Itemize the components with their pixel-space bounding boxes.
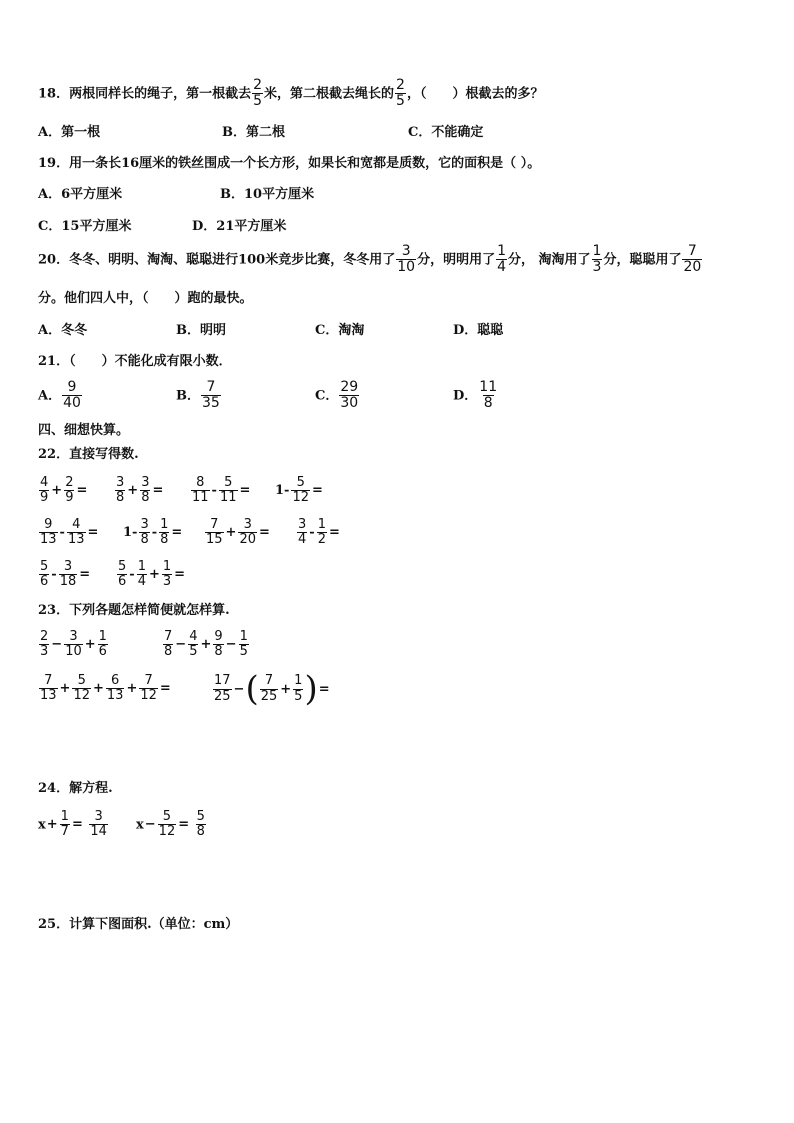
option-d: D．聪聪 xyxy=(453,323,504,338)
fraction: $\frac{2}{5}$ xyxy=(396,77,405,110)
fraction: $\frac{7}{12}$ xyxy=(140,673,157,704)
option-c: C．15平方厘米 xyxy=(38,219,132,234)
option-a: A． $\frac{9}{40}$ xyxy=(38,379,81,412)
equation: x+ $\frac{1}{7}$ = $\frac{3}{14}$ xyxy=(38,809,107,840)
q18-mid: 米，第二根截去绳长的 xyxy=(264,86,395,102)
q20-line2: 分。他们四人中，（ ）跑的最快。 xyxy=(38,291,253,306)
expression: $\frac{4}{9}$ + $\frac{2}{9}$ = xyxy=(40,475,88,506)
fraction: $\frac{2}{3}$ xyxy=(40,629,49,660)
fraction: $\frac{9}{40}$ xyxy=(63,379,81,412)
option-c: C．淘淘 xyxy=(315,323,365,338)
fraction: $\frac{7}{25}$ xyxy=(260,673,278,704)
fraction: $\frac{1}{3}$ xyxy=(592,243,602,276)
equation: x− $\frac{5}{12}$ = $\frac{5}{8}$ xyxy=(136,809,205,840)
option-d: D． $\frac{11}{8}$ xyxy=(453,379,498,412)
expression: 1- $\frac{3}{8}$ - $\frac{1}{8}$ = xyxy=(123,517,183,548)
fraction: $\frac{7}{8}$ xyxy=(164,629,173,660)
option-b: B． $\frac{7}{35}$ xyxy=(176,379,220,412)
fraction: $\frac{1}{3}$ xyxy=(162,559,172,590)
expression: $\frac{3}{4}$ - $\frac{1}{2}$ = xyxy=(298,517,340,548)
question-25: 25．计算下图面积.（单位：cm） xyxy=(38,917,239,932)
fraction: $\frac{5}{12}$ xyxy=(73,673,90,704)
expression: $\frac{7}{13}$ + $\frac{5}{12}$ + $\frac{6}{13}$ + $\frac{7}{12}$ = xyxy=(40,673,171,704)
question-24: 24．解方程. xyxy=(38,781,113,796)
fraction: $\frac{3}{4}$ xyxy=(298,517,307,548)
expression: $\frac{7}{15}$ + $\frac{3}{20}$ = xyxy=(206,517,270,548)
option-b: B．明明 xyxy=(176,323,226,338)
expression: $\frac{7}{8}$ − $\frac{4}{5}$ + $\frac{9}{8}$ − $\frac{1}{5}$ xyxy=(164,629,248,660)
fraction: $\frac{5}{6}$ xyxy=(118,559,127,590)
fraction: $\frac{9}{13}$ xyxy=(40,517,57,548)
fraction: $\frac{8}{11}$ xyxy=(192,475,209,506)
fraction: $\frac{4}{5}$ xyxy=(189,629,198,660)
fraction: $\frac{3}{8}$ xyxy=(116,475,125,506)
fraction: $\frac{6}{13}$ xyxy=(106,673,124,704)
option-a: A．冬冬 xyxy=(38,323,88,338)
fraction: $\frac{3}{8}$ xyxy=(141,475,150,506)
fraction: $\frac{2}{5}$ xyxy=(253,77,263,110)
option-c: C． $\frac{29}{30}$ xyxy=(315,379,359,412)
fraction: $\frac{7}{13}$ xyxy=(40,673,57,704)
question-18 xyxy=(38,78,543,110)
fraction: $\frac{5}{12}$ xyxy=(158,809,176,840)
expression: $\frac{5}{6}$ - $\frac{1}{4}$ + $\frac{1}{3}$ = xyxy=(118,559,186,590)
fraction: $\frac{5}{11}$ xyxy=(219,475,237,506)
section-heading: 四、细想快算。 xyxy=(38,423,130,438)
q18-tail: ，（ ）根截去的多？ xyxy=(406,86,544,102)
option-d: D．21平方厘米 xyxy=(192,219,287,234)
fraction: $\frac{1}{5}$ xyxy=(294,673,303,704)
fraction: $\frac{5}{8}$ xyxy=(196,809,205,840)
fraction: $\frac{7}{35}$ xyxy=(202,379,220,412)
question-20: 20．冬冬、明明、淘淘、聪聪进行100米竞步比赛，冬冬用了 $\frac{3}{10}$ 分，明明用了 $\frac{1}{4}$ 分， 淘淘用了 $\frac{1}{3}$ 分，聪聪用了 $\frac{7}{20}$ xyxy=(38,243,702,276)
fraction: $\frac{11}{8}$ xyxy=(479,379,498,412)
option-b: B．第二根 xyxy=(222,125,285,140)
fraction: $\frac{1}{8}$ xyxy=(160,517,169,548)
question-19: 19．用一条长16厘米的铁丝围成一个长方形，如果长和宽都是质数，它的面积是（ ）。 xyxy=(38,156,541,171)
fraction: $\frac{3}{8}$ xyxy=(140,517,149,548)
fraction: $\frac{1}{7}$ xyxy=(60,809,69,840)
expression: $\frac{9}{13}$ - $\frac{4}{13}$ = xyxy=(40,517,99,548)
question-22: 22．直接写得数. xyxy=(38,447,139,462)
option-a: A．6平方厘米 xyxy=(38,187,123,202)
fraction: $\frac{1}{4}$ xyxy=(497,243,506,276)
fraction: $\frac{3}{14}$ xyxy=(90,809,107,840)
fraction: $\frac{9}{8}$ xyxy=(214,629,223,660)
expression: $\frac{5}{6}$ - $\frac{3}{18}$ = xyxy=(40,559,91,590)
fraction: $\frac{5}{12}$ xyxy=(292,475,309,506)
fraction: $\frac{1}{5}$ xyxy=(239,629,248,660)
expression: 1- $\frac{5}{12}$ = xyxy=(275,475,323,506)
fraction: $\frac{1}{6}$ xyxy=(98,629,107,660)
fraction: $\frac{3}{10}$ xyxy=(65,629,82,660)
fraction: $\frac{3}{20}$ xyxy=(239,517,256,548)
fraction: $\frac{1}{4}$ xyxy=(137,559,146,590)
fraction: $\frac{7}{15}$ xyxy=(206,517,223,548)
fraction: $\frac{4}{13}$ xyxy=(67,517,85,548)
question-23: 23．下列各题怎样简便就怎样算. xyxy=(38,603,230,618)
option-b: B．10平方厘米 xyxy=(220,187,315,202)
option-a: A．第一根 xyxy=(38,125,101,140)
q18-lead: 18．两根同样长的绳子，第一根截去 xyxy=(38,86,252,102)
fraction: $\frac{3}{18}$ xyxy=(59,559,77,590)
fraction: $\frac{29}{30}$ xyxy=(340,379,359,412)
expression: $\frac{17}{25}$ −( $\frac{7}{25}$ + $\frac{1}{5}$ )= xyxy=(214,669,330,709)
expression: $\frac{2}{3}$ − $\frac{3}{10}$ + $\frac{1}{6}$ xyxy=(40,629,107,660)
option-c: C．不能确定 xyxy=(408,125,484,140)
fraction: $\frac{2}{9}$ xyxy=(65,475,74,506)
expression: $\frac{8}{11}$ - $\frac{5}{11}$ = xyxy=(192,475,251,506)
question-21: 21．（ ）不能化成有限小数． xyxy=(38,354,232,369)
fraction: $\frac{1}{2}$ xyxy=(317,517,326,548)
fraction: $\frac{17}{25}$ xyxy=(214,673,231,704)
fraction: $\frac{7}{20}$ xyxy=(683,243,702,276)
expression: $\frac{3}{8}$ + $\frac{3}{8}$ = xyxy=(116,475,164,506)
fraction: $\frac{3}{10}$ xyxy=(397,243,416,276)
fraction: $\frac{4}{9}$ xyxy=(40,475,49,506)
fraction: $\frac{5}{6}$ xyxy=(40,559,49,590)
